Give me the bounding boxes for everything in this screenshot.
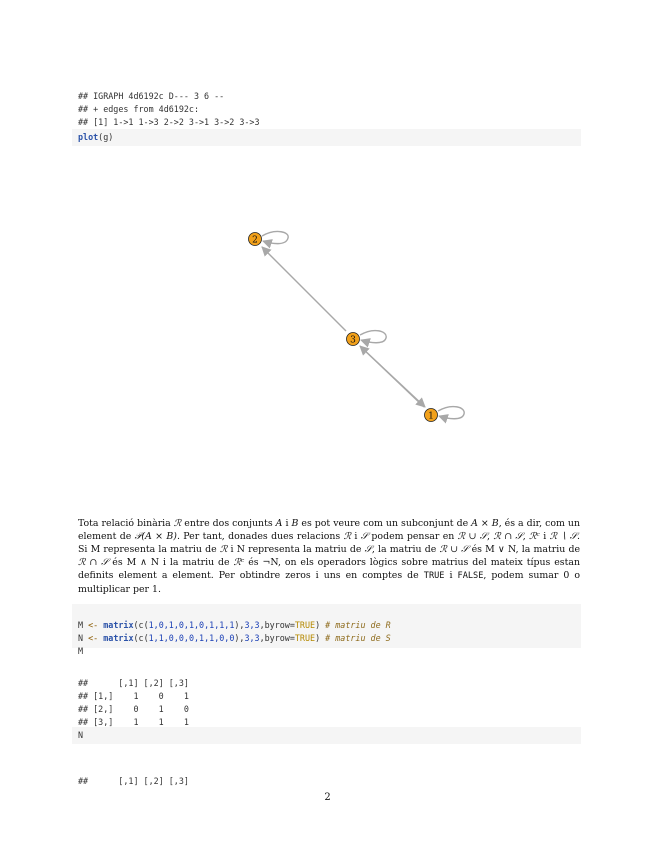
math: ℛ ∪ 𝒮 xyxy=(457,531,487,542)
edge-3-to-2 xyxy=(262,247,346,331)
output-line: ## [3,] 1 1 1 xyxy=(78,717,189,727)
math: ℛ ∪ 𝒮 xyxy=(439,544,469,555)
text: , és a dir, com un xyxy=(498,518,580,529)
code-inline: FALSE xyxy=(457,571,484,581)
math: B xyxy=(291,518,299,529)
loop-2 xyxy=(262,232,288,244)
code-line xyxy=(78,619,581,632)
code-arg: ,byrow= xyxy=(259,633,295,643)
code-fn: plot xyxy=(78,132,99,142)
output-line: ## [,1] [,2] [,3] xyxy=(78,776,189,786)
math: ℛ xyxy=(343,531,352,542)
math: 𝒮 xyxy=(360,531,369,542)
text: és xyxy=(244,557,263,568)
text: , la matriu de xyxy=(515,544,581,555)
matrix-code-block xyxy=(72,604,581,656)
text: podem pensar en xyxy=(368,531,458,542)
code-fn: matrix xyxy=(103,633,134,643)
code-num: 3,3 xyxy=(244,633,260,643)
code-kw: TRUE xyxy=(294,620,316,630)
text: , podem sumar 0 o multiplicar per xyxy=(78,570,581,595)
text: és xyxy=(108,557,127,568)
edge-3-to-1 xyxy=(362,348,425,407)
node-1 xyxy=(425,409,438,422)
output-line: ## [1] 1->1 1->3 2->2 3->1 3->2 3->3 xyxy=(78,117,260,127)
loop-3 xyxy=(360,331,386,343)
matrix-M-output xyxy=(78,664,189,729)
text: representa la matriu de xyxy=(244,544,365,555)
math: ℛᶜ xyxy=(529,531,540,542)
text: i xyxy=(351,531,361,542)
text: es pot veure com un subconjunt de xyxy=(298,518,472,529)
math: 𝒫(A × B) xyxy=(134,531,177,542)
node-2 xyxy=(249,233,262,246)
math: ℛᶜ xyxy=(233,557,245,568)
code-op: <- xyxy=(88,633,99,643)
code-num: 1,0,1,0,1,0,1,1,1 xyxy=(148,620,235,630)
text: M xyxy=(90,544,101,555)
text: representa la matriu de xyxy=(100,544,220,555)
text: i la matriu de xyxy=(159,557,234,568)
text: i xyxy=(444,570,458,581)
output-line: ## [1,] 1 0 1 xyxy=(78,691,189,701)
code-inline: TRUE xyxy=(423,571,445,581)
text: Tota relació binària xyxy=(78,518,174,529)
text: , xyxy=(487,531,494,542)
text: M ∨ N xyxy=(485,544,516,555)
text: . xyxy=(577,531,580,542)
code-num: 3,3 xyxy=(244,620,260,630)
matrix-N-output xyxy=(78,762,189,788)
body-paragraph xyxy=(78,517,580,596)
code-punct: ), xyxy=(234,620,245,630)
math: A xyxy=(275,518,283,529)
math: ℛ ∖ 𝒮 xyxy=(549,531,578,542)
math: ℛ ∩ 𝒮 xyxy=(78,557,109,568)
text: element de xyxy=(78,531,135,542)
print-N-code-block xyxy=(72,727,581,744)
code-args: (g) xyxy=(98,132,114,142)
text: i xyxy=(227,544,237,555)
code-punct: ) xyxy=(315,620,321,630)
page-number: 2 xyxy=(324,792,331,803)
text: Si xyxy=(78,544,91,555)
code-arg: ,byrow= xyxy=(259,620,295,630)
output-line: ## IGRAPH 4d6192c D--- 3 6 -- xyxy=(78,91,225,101)
math: ℛ xyxy=(219,544,228,555)
code-punct: (c( xyxy=(133,620,149,630)
code-var: M xyxy=(78,620,84,630)
text: entre dos conjunts xyxy=(181,518,276,529)
code-punct: (c( xyxy=(133,633,149,643)
text: N xyxy=(236,544,245,555)
loop-1 xyxy=(438,407,464,419)
text: i xyxy=(539,531,550,542)
code-punct: ) xyxy=(315,633,321,643)
math: ℛ ∩ 𝒮 xyxy=(493,531,523,542)
code-num: 1,1,0,0,0,1,1,0,0 xyxy=(148,633,235,643)
code-punct: ), xyxy=(234,633,245,643)
math: ℛ xyxy=(173,518,182,529)
math: 𝒮 xyxy=(364,544,372,555)
code-op: <- xyxy=(88,620,99,630)
output-line: ## + edges from 4d6192c: xyxy=(78,104,200,114)
text: i xyxy=(282,518,292,529)
code-line: N xyxy=(78,730,84,740)
node-label: 1 xyxy=(428,411,434,422)
node-label: 3 xyxy=(350,335,356,346)
node-label: 2 xyxy=(252,235,258,246)
code-kw: TRUE xyxy=(294,633,316,643)
code-comment: # matriu de R xyxy=(325,620,391,630)
text: element a element. Per obtindre zeros i uns en comptes de xyxy=(118,570,424,581)
text: M ∧ N xyxy=(126,557,160,568)
text: ¬N xyxy=(262,557,278,568)
code-var: N xyxy=(78,633,84,643)
text: 1. xyxy=(152,584,161,595)
node-3 xyxy=(347,333,360,346)
code-line: M xyxy=(78,646,84,656)
output-line: ## [2,] 0 1 0 xyxy=(78,704,189,714)
text: , on els operadors lògics sobre matrius del mateix típus estan definits xyxy=(78,557,580,581)
code-line xyxy=(78,632,581,645)
code-comment: # matriu de S xyxy=(325,633,391,643)
text: , la matriu de xyxy=(371,544,440,555)
text: és xyxy=(468,544,486,555)
math: A × B xyxy=(471,518,499,529)
text: . Per tant, donades dues relacions xyxy=(176,531,344,542)
output-line: ## [,1] [,2] [,3] xyxy=(78,678,189,688)
text: , xyxy=(522,531,530,542)
code-fn: matrix xyxy=(103,620,134,630)
